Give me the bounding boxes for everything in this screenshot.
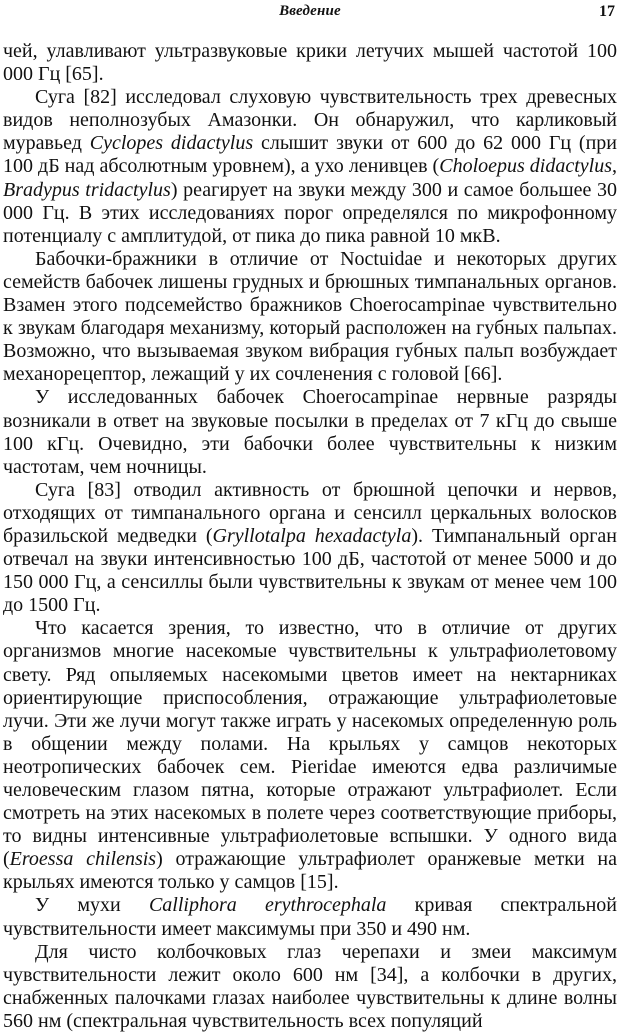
text-run: слышит звуки от 600 до 62 000 Гц (при 100 дБ над абсолютным уровнем), а ухо ленивцев ( [3,132,617,178]
running-header [3,0,617,30]
page-number: 17 [599,3,615,20]
text-run: ) отражающие ультрафиолет оранжевые метки на крыльях имеются только у самцов [15]. [3,848,617,894]
text-run: кривая спектральной чувствительности имеет максимумы при 350 и 490 нм. [3,894,617,940]
book-page [3,0,617,1033]
paragraph [3,86,617,248]
text-run: ). Тимпанальный орган отвечал на звуки интенсивностью 100 дБ, частотой от менее 5000 и до 150 000 Гц, а сенсиллы были чувствительны к звукам от менее чем 100 до 1500 Гц. [3,524,617,617]
paragraph [3,479,617,618]
text-run: Бабочки-бражники в отличие от Noctuidae и некоторых других семейств бабочек лишены грудных и брюшных тимпанальных органов. Взамен этого подсемейство бражников Choerocampinae чувствительно к звукам благодаря механизму, который расположен на губных пальпах. Возможно, что вызываемая звуком вибрация губных пальп возбуждает механорецептор, лежащий у их сочленения с головой [66]. [3,247,617,386]
italic-species-name: Gryllotalpa hexadactyla [212,524,412,547]
text-run: Что касается зрения, то известно, что в отличие от других организмов многие насекомые чувствительны к ультрафиолетовому свету. Ряд опыляемых насекомыми цветов имеет на нектарниках ориентирующие приспособления, отражающие ультрафиолетовые лучи. Эти же лучи могут также играть у насекомых определенную роль в общении между полами. На крыльях у самцов некоторых неотропических бабочек сем. Pieridae имеются едва различимые человеческим глазом пятна, которые отражают ультрафиолет. Если смотреть на этих насекомых в полете через соответствующие приборы, то видны интенсивные ультрафиолетовые вспышки. У одного вида ( [3,617,617,871]
paragraph [3,941,617,1033]
paragraph [3,617,617,894]
italic-species-name: Cyclopes didactylus [89,132,254,155]
italic-species-name: Choloepus didactylus [439,155,613,178]
text-run: ) реагирует на звуки между 300 и самое большее 30 000 Гц. В этих исследованиях порог определялся по микрофонному потенциалу с амплитудой, от пика до пика равной 10 мкВ. [3,178,617,247]
italic-species-name: Calliphora erythrocephala [148,894,387,917]
text-run: , [612,155,618,178]
text-run: У мухи [35,894,149,917]
paragraph [3,894,617,940]
paragraph [3,248,617,387]
italic-species-name: Eroessa chilensis [9,848,157,871]
text-run: У исследованных бабочек Choerocampinae нервные разряды возникали в ответ на звуковые посылки в пределах от 7 кГц до свыше 100 кГц. Очевидно, эти бабочки более чувствительны к низким частотам, чем ночницы. [3,386,617,478]
text-run: Для чисто колбочковых глаз черепахи и змеи максимум чувствительности лежит около 600 нм [34], а колбочки в других, снабженных палочками глазах наиболее чувствительны к длине волны 560 нм (спектральная чувствительность всех популяций [3,940,617,1032]
italic-species-name: Bradypus tridactylus [3,178,171,201]
chapter-title: Введение [279,3,341,19]
paragraph [3,386,617,478]
text-run: Суга [82] исследовал слуховую чувствительность трех древесных видов неполнозубых Амазонки. Он обнаружил, что карликовый муравьед [3,86,617,155]
text-run: Суга [83] отводил активность от брюшной цепочки и нервов, отходящих от тимпанального органа и сенсилл церкальных волосков бразильской медведки ( [3,478,617,547]
text-run: чей, улавливают ультразвуковые крики летучих мышей частотой 100 000 Гц [65]. [3,40,617,86]
body-text [3,40,617,1033]
paragraph [3,40,617,86]
